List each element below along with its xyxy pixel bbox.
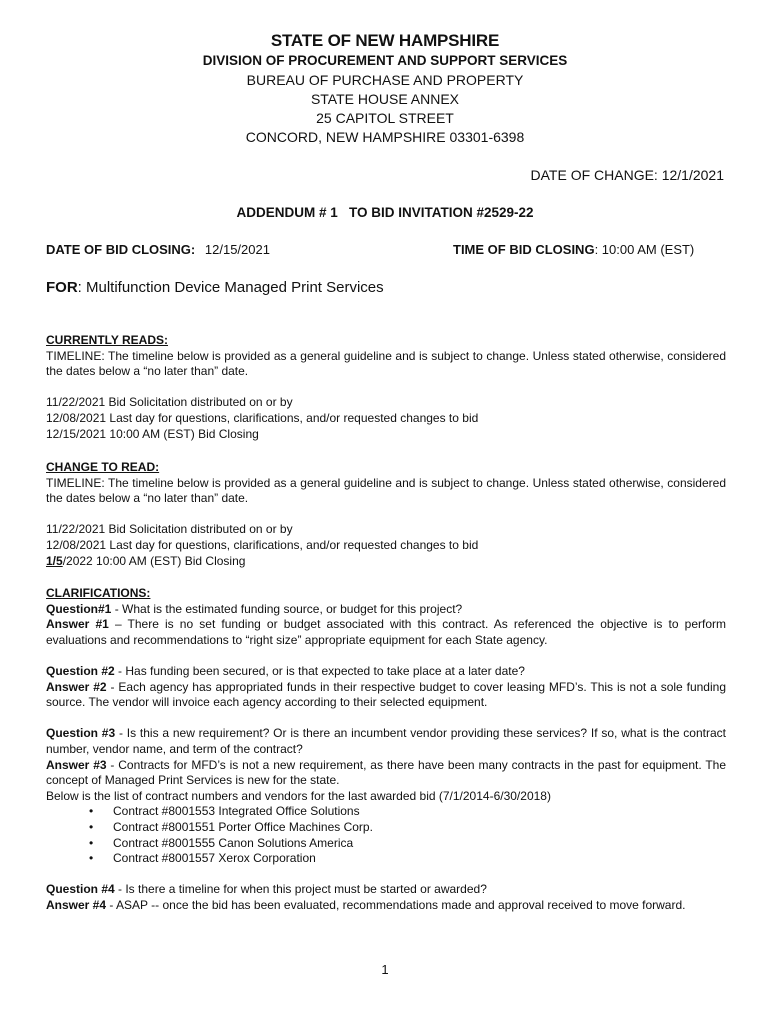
answer-1-text: – There is no set funding or budget associated with this contract. As referenced the objective is to perform evaluations and recommendations to “right size” appropriate equipment for each State agency.: [46, 617, 726, 647]
clarifications-section: [46, 586, 726, 913]
question-2-label: Question #2: [46, 663, 115, 678]
contract-list-item: • Contract #8001553 Integrated Office Solutions: [46, 804, 726, 820]
question-1-label: Question#1: [46, 601, 112, 616]
change-to-read-item: 11/22/2021 Bid Solicitation distributed on or by: [46, 522, 293, 537]
clarifications-heading: CLARIFICATIONS:: [46, 586, 151, 600]
date-of-change: DATE OF CHANGE: 12/1/2021: [530, 167, 724, 183]
answer-1-label: Answer #1: [46, 617, 109, 632]
question-3-text: - Is this a new requirement? Or is there an incumbent vendor providing these services? If so, what is the contract number, vendor name, and term of the contract?: [46, 726, 726, 756]
currently-reads-heading: CURRENTLY READS:: [46, 333, 169, 347]
answer-4: [46, 898, 726, 914]
answer-4-label: Answer #4: [46, 897, 107, 912]
header-city: CONCORD, NEW HAMPSHIRE 03301-6398: [245, 129, 525, 145]
question-3: [46, 726, 726, 757]
answer-4-text: - ASAP -- once the bid has been evaluated, recommendations made and approval received to move forward.: [106, 897, 686, 912]
question-4-label: Question #4: [46, 882, 115, 897]
for-line: [46, 279, 384, 296]
answer-3-text: - Contracts for MFD’s is not a new requirement, as there have been many contracts in the past for equipment. The concept of Managed Print Services is new for the state.: [46, 757, 726, 788]
header-street: 25 CAPITOL STREET: [316, 110, 454, 126]
for-value: : Multifunction Device Managed Print Services: [77, 279, 384, 296]
changed-rest: /2022 10:00 AM (EST) Bid Closing: [62, 553, 246, 568]
page-number: 1: [381, 962, 389, 977]
contract-list-item: • Contract #8001557 Xerox Corporation: [46, 851, 726, 867]
contract-list-item: • Contract #8001555 Canon Solutions America: [46, 836, 726, 852]
currently-reads-timeline: TIMELINE: The timeline below is provided as a general guideline and is subject to change. Unless stated otherwise, considered the dates below a “no later than” date.: [46, 348, 726, 379]
bid-closing-date-label: DATE OF BID CLOSING:: [46, 242, 196, 257]
bid-closing-time: [453, 242, 694, 257]
bid-closing-date: [46, 242, 270, 257]
question-1: [46, 602, 726, 618]
header-division: DIVISION OF PROCUREMENT AND SUPPORT SERVICES: [202, 53, 568, 68]
question-2-text: - Has funding been secured, or is that expected to take place at a later date?: [114, 663, 525, 678]
change-to-read-timeline: TIMELINE: The timeline below is provided as a general guideline and is subject to change. Unless stated otherwise, considered the dates below a “no later than” date.: [46, 475, 726, 506]
header-bureau: BUREAU OF PURCHASE AND PROPERTY: [246, 72, 524, 88]
currently-reads-item: 12/08/2021 Last day for questions, clarifications, and/or requested changes to bid: [46, 410, 479, 425]
question-3-label: Question #3: [46, 726, 116, 741]
bid-closing-time-value: : 10:00 AM (EST): [594, 242, 695, 257]
question-1-text: - What is the estimated funding source, or budget for this project?: [111, 601, 463, 616]
contract-list: [46, 804, 726, 866]
change-to-read-section: [46, 460, 726, 569]
currently-reads-item: 12/15/2021 10:00 AM (EST) Bid Closing: [46, 426, 259, 441]
bid-closing-time-label: TIME OF BID CLOSING: [453, 242, 595, 257]
answer-3-list-intro: Below is the list of contract numbers and vendors for the last awarded bid (7/1/2014-6/30/2018): [46, 788, 551, 803]
answer-1: [46, 617, 726, 648]
answer-2-text: - Each agency has appropriated funds in their respective budget to cover leasing MFD’s. This is not a sole funding source. The vendor will invoice each agency according to their selected equipment.: [46, 679, 726, 710]
contract-list-item: • Contract #8001551 Porter Office Machines Corp.: [46, 820, 726, 836]
question-4-text: - Is there a timeline for when this project must be started or awarded?: [114, 882, 487, 897]
changed-date: 1/5: [46, 553, 63, 568]
addendum-title: ADDENDUM # 1 TO BID INVITATION #2529-22: [236, 205, 534, 220]
question-2: [46, 664, 726, 680]
answer-2-label: Answer #2: [46, 679, 107, 694]
change-to-read-item: 12/08/2021 Last day for questions, clarifications, and/or requested changes to bid: [46, 537, 479, 552]
header-state: STATE OF NEW HAMPSHIRE: [270, 31, 500, 50]
answer-2: [46, 680, 726, 711]
currently-reads-item: 11/22/2021 Bid Solicitation distributed on or by: [46, 395, 293, 410]
answer-3: [46, 758, 726, 789]
for-label: FOR: [46, 279, 78, 296]
question-4: [46, 882, 726, 898]
bid-closing-date-value: 12/15/2021: [204, 242, 270, 257]
currently-reads-section: [46, 333, 726, 442]
change-to-read-item-changed: [46, 554, 726, 570]
header-building: STATE HOUSE ANNEX: [310, 91, 460, 107]
change-to-read-heading: CHANGE TO READ:: [46, 460, 160, 474]
answer-3-label: Answer #3: [46, 757, 107, 772]
